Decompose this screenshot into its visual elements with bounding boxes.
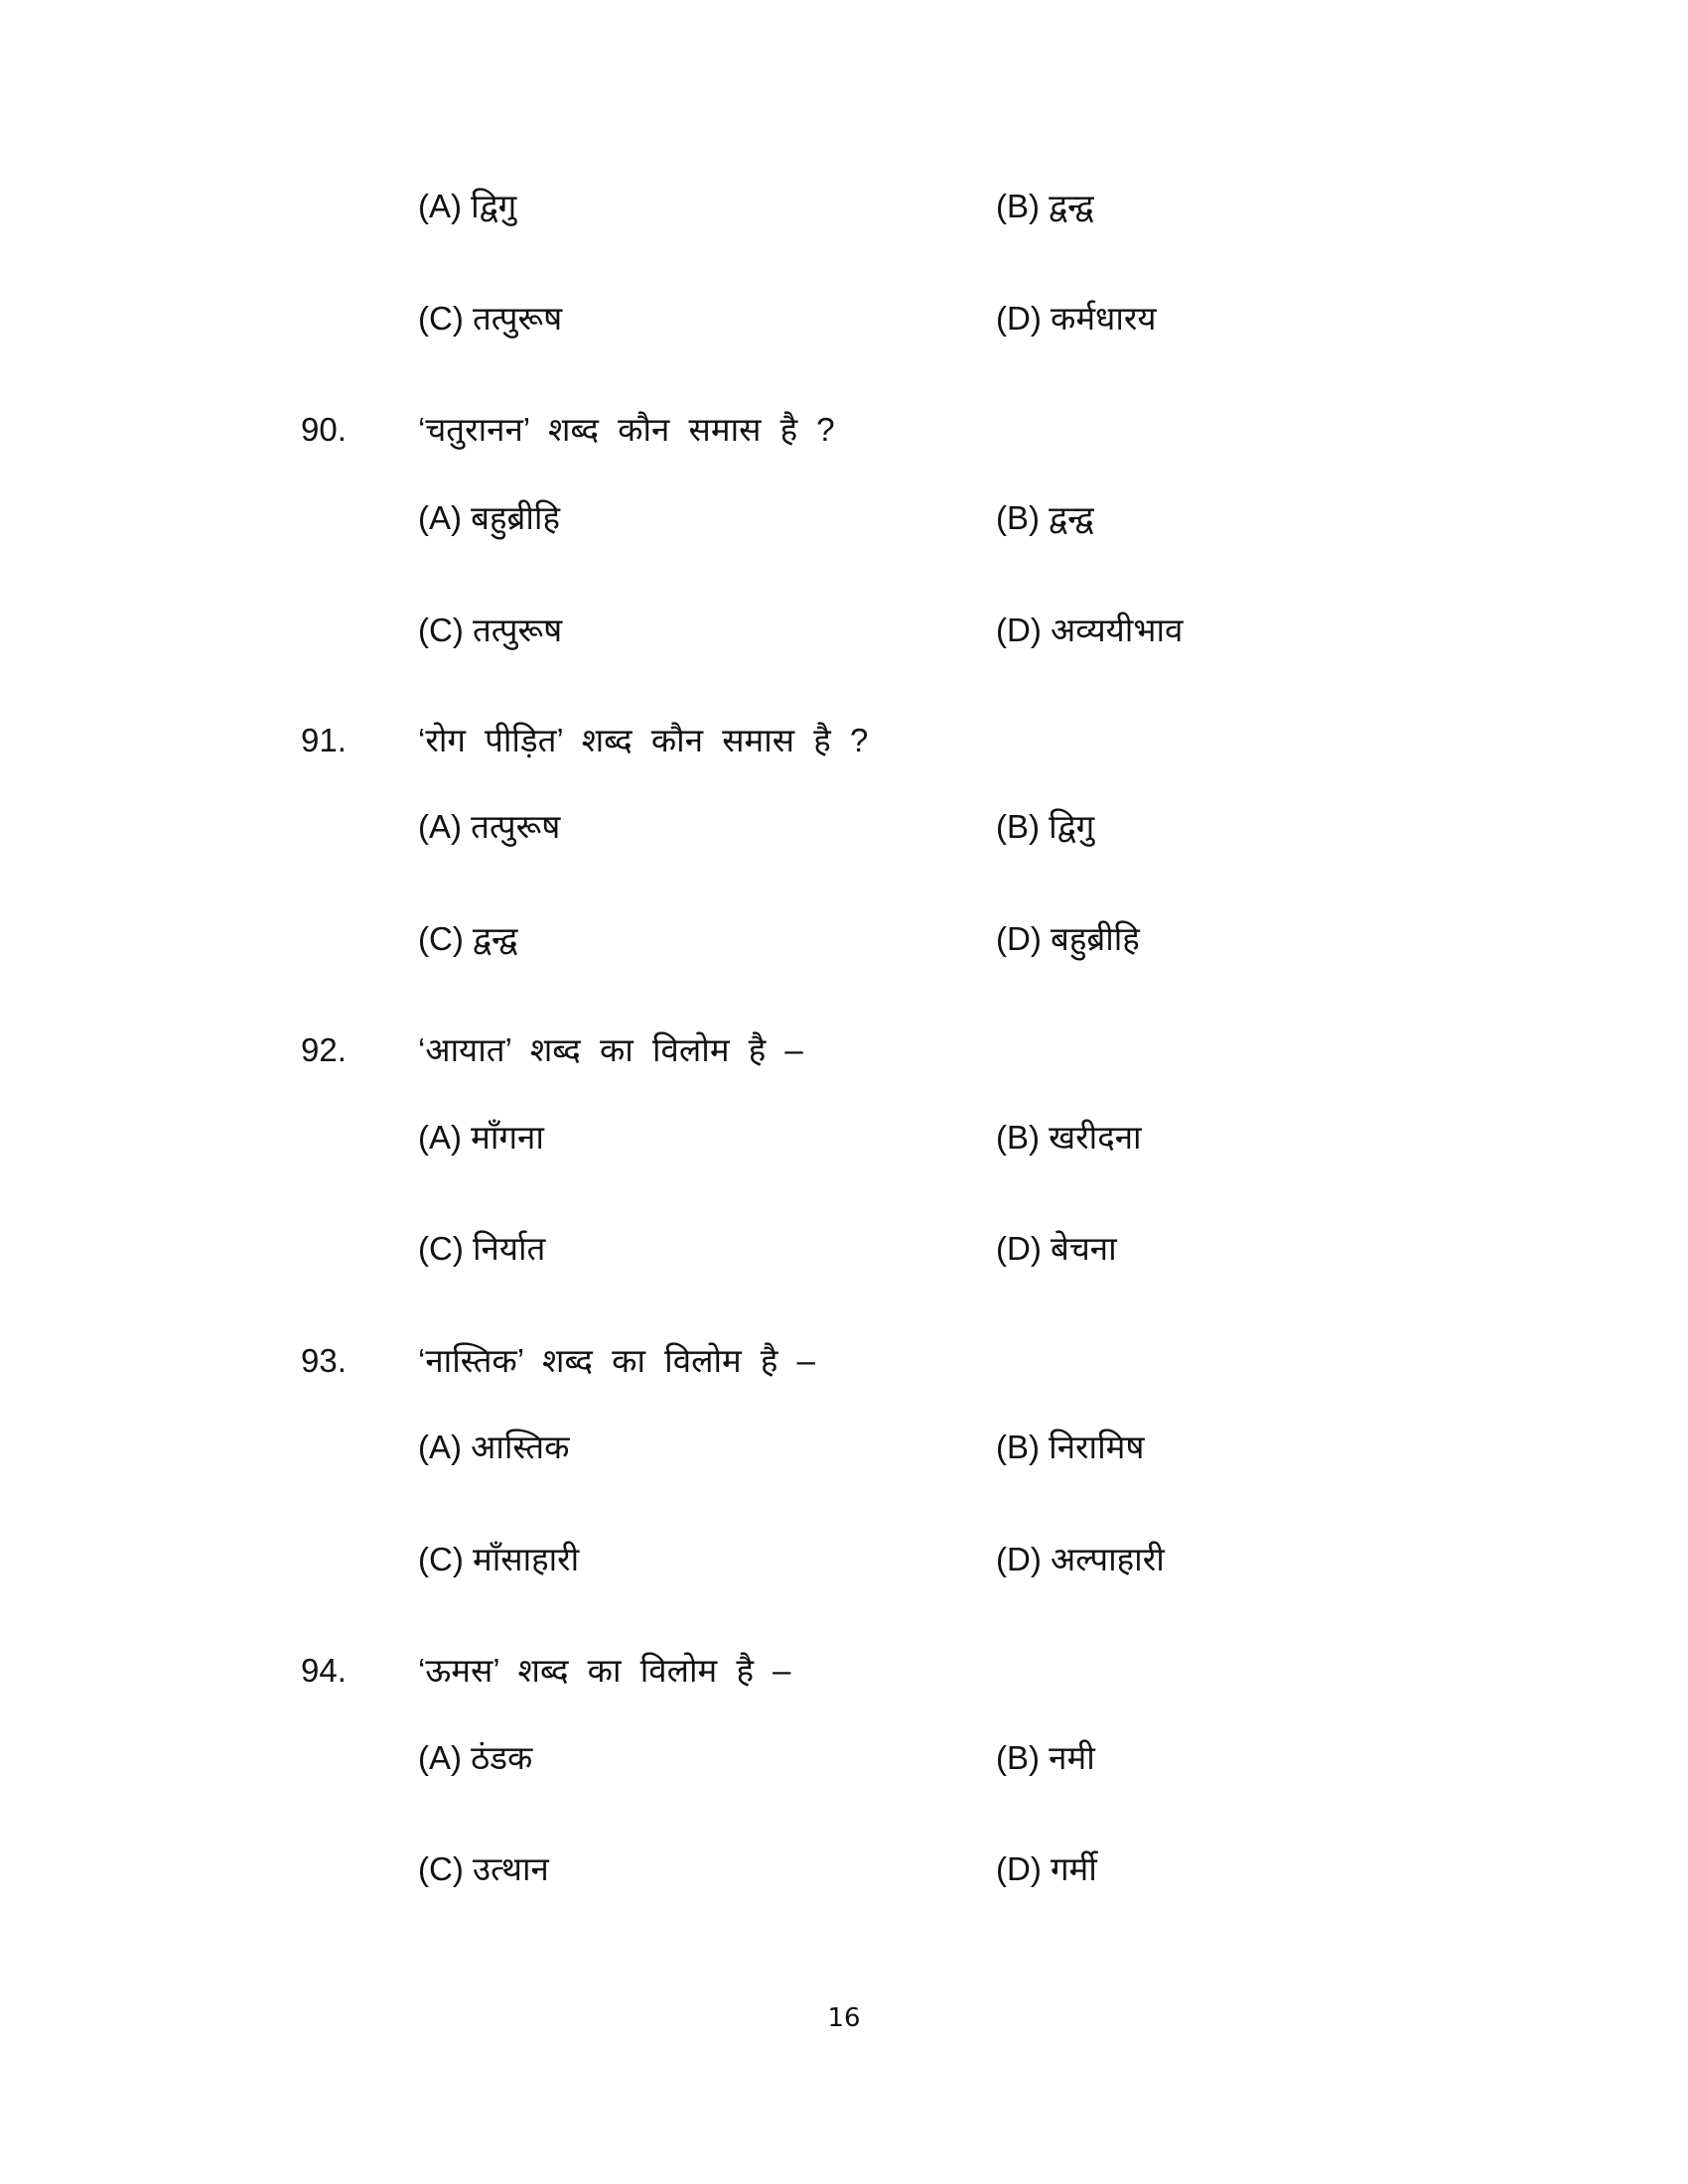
- option-b: (B) द्वन्द्व: [996, 188, 1094, 224]
- option-c: (C) तत्पुरूष: [418, 300, 563, 337]
- question-number: 91.: [301, 722, 347, 758]
- option-d: (D) अव्ययीभाव: [996, 612, 1184, 648]
- option-a: (A) द्विगु: [418, 188, 517, 224]
- question-91: [0, 719, 1688, 762]
- question-number: 90.: [301, 411, 347, 448]
- options-row: [0, 1736, 1688, 1780]
- option-a: (A) तत्पुरूष: [418, 808, 561, 845]
- question-text: ‘नास्तिक’ शब्द का विलोम है –: [418, 1342, 815, 1379]
- options-row: [0, 609, 1688, 652]
- option-c: (C) द्वन्द्व: [418, 920, 518, 957]
- continued-options-row-2: [0, 297, 1688, 341]
- option-c: (C) उत्थान: [418, 1850, 549, 1887]
- page-number: 16: [827, 2003, 861, 2033]
- options-row: [0, 1847, 1688, 1891]
- question-number: 92.: [301, 1031, 347, 1068]
- option-a: (A) आस्तिक: [418, 1429, 570, 1465]
- option-d: (D) कर्मधारय: [996, 300, 1157, 337]
- option-b: (B) निरामिष: [996, 1429, 1145, 1465]
- question-text: ‘रोग पीड़ित’ शब्द कौन समास है ?: [418, 722, 869, 758]
- question-text: ‘ऊमस’ शब्द का विलोम है –: [418, 1652, 791, 1689]
- question-90: [0, 408, 1688, 452]
- option-d: (D) गर्मी: [996, 1850, 1097, 1887]
- option-d: (D) बेचना: [996, 1230, 1117, 1267]
- option-a: (A) माँगना: [418, 1119, 544, 1156]
- option-b: (B) द्वन्द्व: [996, 499, 1094, 536]
- option-d: (D) बहुब्रीहि: [996, 920, 1140, 957]
- question-number: 93.: [301, 1342, 347, 1379]
- options-row: [0, 1116, 1688, 1160]
- option-b: (B) द्विगु: [996, 808, 1095, 845]
- options-row: [0, 496, 1688, 540]
- options-row: [0, 1227, 1688, 1271]
- continued-options-row-1: [0, 185, 1688, 228]
- option-a: (A) ठंडक: [418, 1739, 533, 1776]
- question-92: [0, 1028, 1688, 1072]
- question-text: ‘आयात’ शब्द का विलोम है –: [418, 1031, 803, 1068]
- options-row: [0, 805, 1688, 849]
- option-c: (C) माँसाहारी: [418, 1541, 580, 1577]
- options-row: [0, 917, 1688, 961]
- options-row: [0, 1538, 1688, 1581]
- option-c: (C) तत्पुरूष: [418, 612, 563, 648]
- option-b: (B) नमी: [996, 1739, 1095, 1776]
- option-b: (B) खरीदना: [996, 1119, 1142, 1156]
- option-c: (C) निर्यात: [418, 1230, 546, 1267]
- option-d: (D) अल्पाहारी: [996, 1541, 1165, 1577]
- question-94: [0, 1649, 1688, 1693]
- question-text: ‘चतुरानन’ शब्द कौन समास है ?: [418, 411, 835, 448]
- question-number: 94.: [301, 1652, 347, 1689]
- question-93: [0, 1339, 1688, 1383]
- options-row: [0, 1426, 1688, 1469]
- option-a: (A) बहुब्रीहि: [418, 499, 560, 536]
